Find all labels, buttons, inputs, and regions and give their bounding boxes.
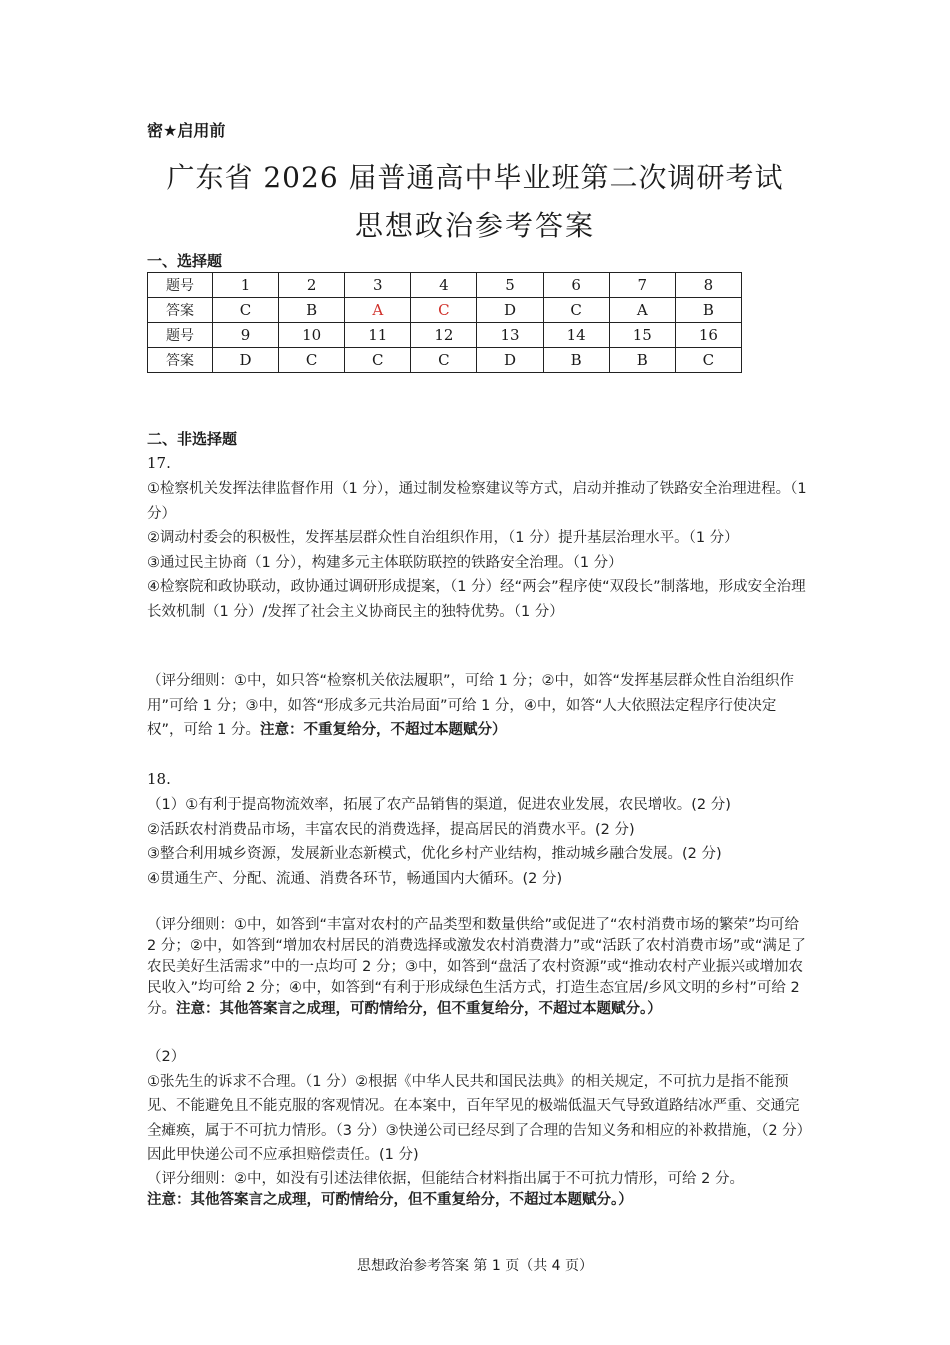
q18-line: （1）①有利于提高物流效率，拓展了农产品销售的渠道，促进农业发展，农民增收。(2 分) [147,797,731,813]
table-cell: 4 [411,273,477,298]
table-cell: 3 [345,273,411,298]
q17-line: ②调动村委会的积极性，发挥基层群众性自治组织作用，（1 分）提升基层治理水平。（1 分） [147,530,739,546]
q17-line: ③通过民主协商（1 分），构建多元主体联防联控的铁路安全治理。（1 分） [147,554,623,571]
question-17-scoring-note [147,669,812,743]
table-cell: 12 [411,323,477,348]
question-18-scoring-note-1 [147,915,812,1020]
question-17-answer [147,477,812,624]
table-cell: A [609,298,675,323]
table-cell: 16 [675,323,741,348]
q18-note2: （评分细则：②中，如没有引述法律依据，但能结合材料指出属于不可抗力情形，可给 2 分。 [147,1171,744,1187]
q18-note2-bold: 注意：其他答案言之成理，可酌情给分，但不重复给分，不超过本题赋分。） [147,1192,633,1208]
row-label: 题号 [148,273,213,298]
table-cell: 10 [279,323,345,348]
table-cell: D [477,298,543,323]
q18-note1: （评分细则：①中，如答到“丰富对农村的产品类型和数量供给”或促进了“农村消费市场的繁荣”均可给 2 分；②中，如答到“增加农村居民的消费选择或激发农村消费潜力”或“活跃了农村消费市场”或“满足了农民美好生活需求”中的一点均可 2 分；③中，如答到“盘活了农村资源”或“推动农村产业振兴或增加农民收入”均可给 2 分；④中，如答到“有利于形成绿色生活方式，打造生态宜居/乡风文明的乡村”可给 2 分。 [147,917,806,1017]
section2-heading: 二、非选择题 [147,430,238,448]
section1-heading: 一、选择题 [147,252,223,270]
table-cell: 8 [675,273,741,298]
table-cell: 13 [477,323,543,348]
q17-note-bold: 注意：不重复给分，不超过本题赋分） [259,722,507,738]
table-cell: C [411,298,477,323]
table-cell: C [213,298,279,323]
row-label: 答案 [148,348,213,373]
page-footer: 思想政治参考答案 第 1 页（共 4 页） [356,1258,594,1274]
table-cell: 6 [543,273,609,298]
page-subtitle: 思想政治参考答案 [354,209,595,242]
table-cell: 11 [345,323,411,348]
table-cell: 5 [477,273,543,298]
table-cell: D [477,348,543,373]
table-cell: C [279,348,345,373]
page-title: 广东省 2026 届普通高中毕业班第二次调研考试 [166,161,784,194]
table-cell: 7 [609,273,675,298]
table-row [148,273,742,298]
table-row [148,323,742,348]
table-cell: D [213,348,279,373]
table-cell: 15 [609,323,675,348]
q18-line: ④贯通生产、分配、流通、消费各环节，畅通国内大循环。(2 分) [147,870,563,887]
table-cell: 9 [213,323,279,348]
table-cell: C [345,348,411,373]
question-18-number: 18. [147,770,171,788]
table-cell: 14 [543,323,609,348]
question-18-scoring-note-2 [147,1169,812,1211]
table-cell: B [609,348,675,373]
question-17-number: 17. [147,454,171,472]
table-cell: A [345,298,411,323]
question-18-part2 [147,1045,812,1168]
q18-line: ③整合利用城乡资源，发展新业态新模式，优化乡村产业结构，推动城乡融合发展。(2 分) [147,846,722,862]
confidential-mark: 密★启用前 [147,121,226,140]
answer-table [147,272,742,373]
q18-part2-text: ①张先生的诉求不合理。（1 分）②根据《中华人民共和国民法典》的相关规定，不可抗力是指不能预见、不能避免且不能克服的客观情况。在本案中，百年罕见的极端低温天气导致道路结冰严重、交通完全瘫痪，属于不可抗力情形。（3 分）③快递公司已经尽到了合理的告知义务和相应的补救措施，（2 分）因此甲快递公司不应承担赔偿责任。(1 分) [147,1073,812,1163]
question-18-part1 [147,793,812,891]
table-cell: 2 [279,273,345,298]
row-label: 题号 [148,323,213,348]
table-cell: C [411,348,477,373]
q17-line: ①检察机关发挥法律监督作用（1 分），通过制发检察建议等方式，启动并推动了铁路安全治理进程。（1 分） [147,481,807,522]
q17-line: ④检察院和政协联动，政协通过调研形成提案，（1 分）经“两会”程序使“双段长”制落地，形成安全治理长效机制（1 分）/发挥了社会主义协商民主的独特优势。（1 分） [147,579,806,620]
table-row [148,298,742,323]
table-cell: 1 [213,273,279,298]
q18-note1-bold: 注意：其他答案言之成理，可酌情给分，但不重复给分，不超过本题赋分。） [176,1001,662,1017]
table-cell: C [675,348,741,373]
table-cell: C [543,298,609,323]
table-row [148,348,742,373]
q18-line: ②活跃农村消费品市场，丰富农民的消费选择，提高居民的消费水平。(2 分) [147,821,635,838]
row-label: 答案 [148,298,213,323]
q17-note: （评分细则：①中，如只答“检察机关依法履职”，可给 1 分；②中，如答“发挥基层群众性自治组织作用”可给 1 分；③中，如答“形成多元共治局面”可给 1 分，④中，如答“人大依照法定程序行使决定权”，可给 1 分。 [147,673,794,738]
table-cell: B [279,298,345,323]
q18-part2-label: （2） [147,1049,186,1065]
table-cell: B [675,298,741,323]
table-cell: B [543,348,609,373]
